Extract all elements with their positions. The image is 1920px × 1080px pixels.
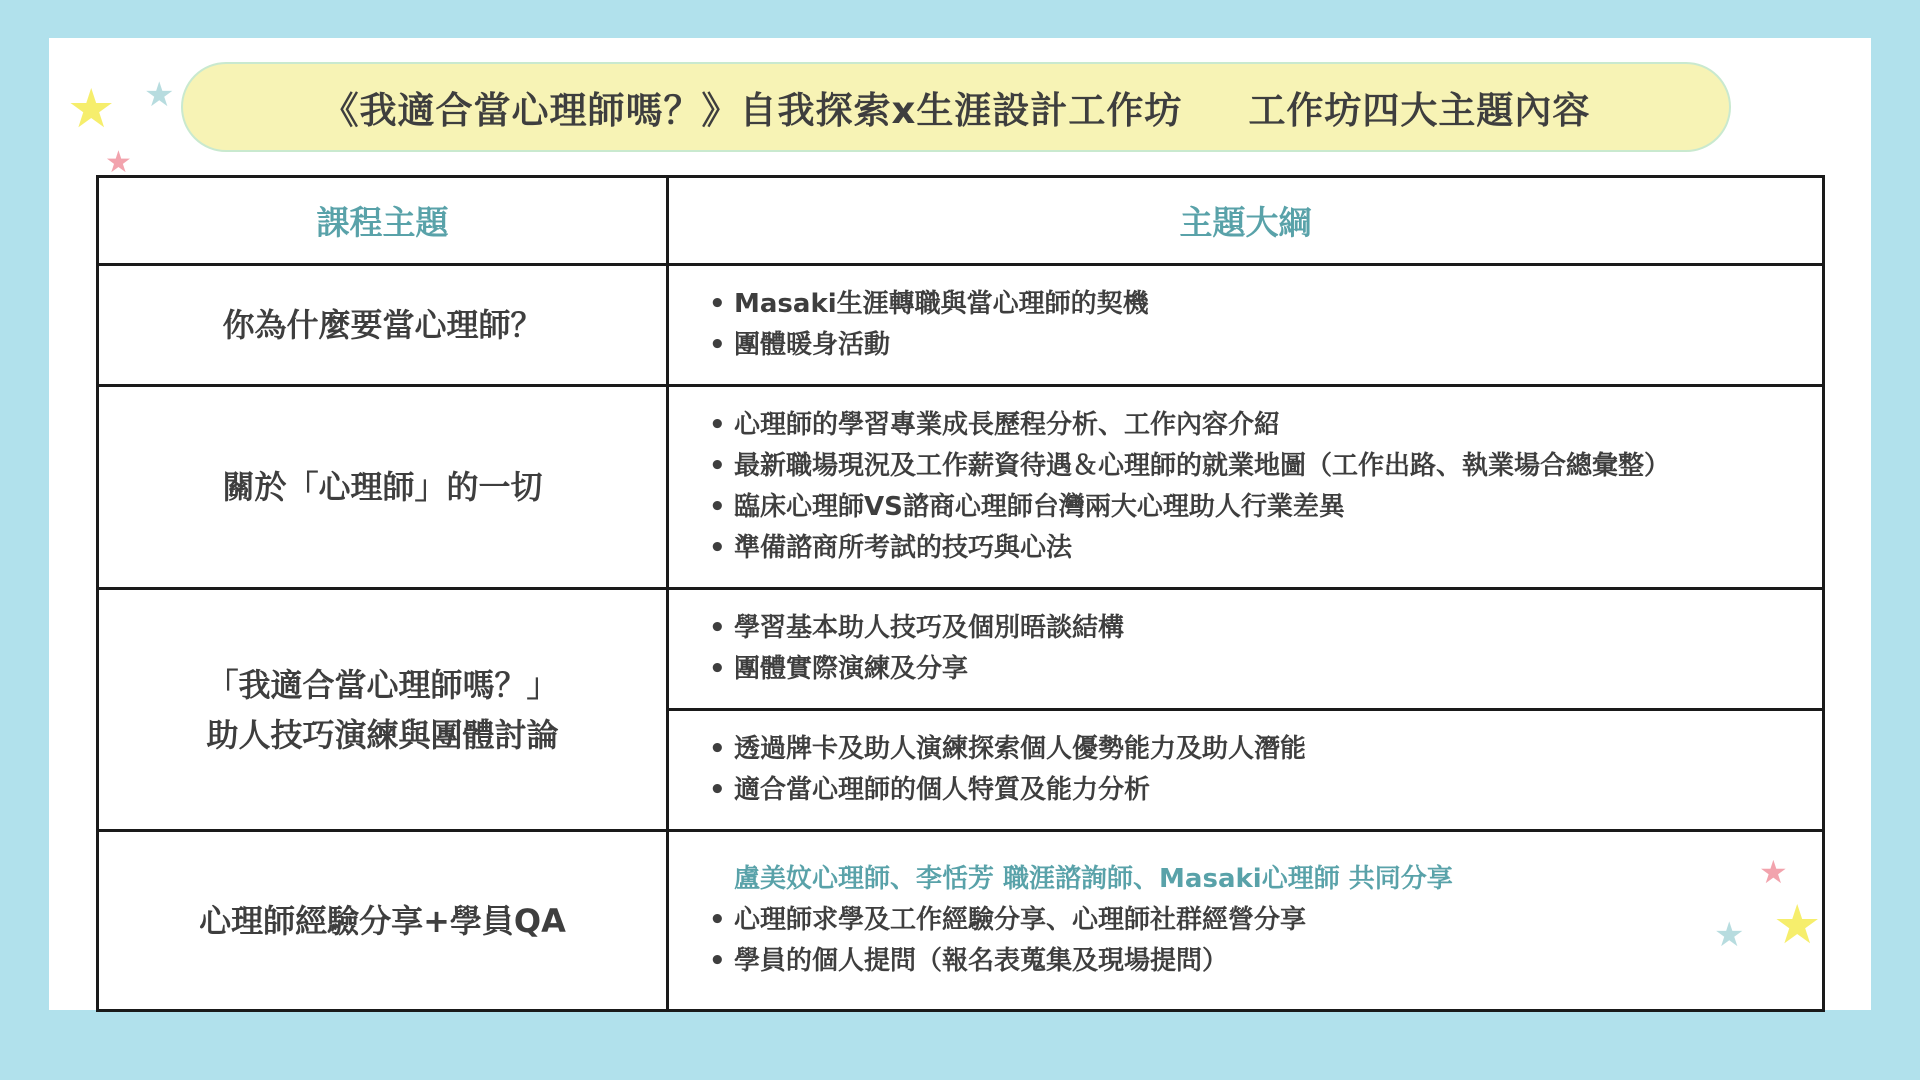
outline-item: • 心理師求學及工作經驗分享、心理師社群經營分享 bbox=[709, 900, 1822, 941]
outline-cell bbox=[668, 265, 1824, 386]
outline-item: • Masaki生涯轉職與當心理師的契機 bbox=[709, 284, 1822, 325]
blue-star-icon: ★ bbox=[144, 75, 175, 115]
outline-cell bbox=[668, 710, 1824, 831]
outline-item: • 適合當心理師的個人特質及能力分析 bbox=[709, 770, 1822, 811]
course-outline-table bbox=[96, 175, 1825, 1012]
outline-item: • 準備諮商所考試的技巧與心法 bbox=[709, 528, 1822, 569]
outline-item: • 臨床心理師VS諮商心理師台灣兩大心理助人行業差異 bbox=[709, 487, 1822, 528]
table-header-row bbox=[98, 177, 1824, 265]
outline-item: • 學習基本助人技巧及個別晤談結構 bbox=[709, 608, 1822, 649]
page-title: 《我適合當心理師嗎？》自我探索x生涯設計工作坊 bbox=[321, 89, 1183, 132]
topic-cell: 你為什麼要當心理師？ bbox=[98, 265, 668, 386]
header-topic: 課程主題 bbox=[98, 177, 668, 265]
header-outline: 主題大綱 bbox=[668, 177, 1824, 265]
table-row bbox=[98, 386, 1824, 589]
outline-item: • 最新職場現況及工作薪資待遇＆心理師的就業地圖（工作出路、執業場合總彙整） bbox=[709, 446, 1822, 487]
topic-cell: 關於「心理師」的一切 bbox=[98, 386, 668, 589]
yellow-star-icon: ★ bbox=[1773, 893, 1822, 956]
outline-cell bbox=[668, 831, 1824, 1011]
table-row bbox=[98, 589, 1824, 710]
topic-line: 「我適合當心理師嗎？」 bbox=[206, 665, 559, 704]
outline-cell bbox=[668, 589, 1824, 710]
blue-star-icon: ★ bbox=[1714, 915, 1745, 955]
pink-star-icon: ★ bbox=[105, 145, 132, 180]
topic-cell: 心理師經驗分享+學員QA bbox=[98, 831, 668, 1011]
speakers-line: 盧美妏心理師、李恬芳 職涯諮詢師、Masaki心理師 共同分享 bbox=[734, 864, 1453, 894]
pink-star-icon: ★ bbox=[1759, 853, 1788, 891]
slide bbox=[49, 38, 1871, 1010]
outline-item: • 透過牌卡及助人演練探索個人優勢能力及助人潛能 bbox=[709, 729, 1822, 770]
yellow-star-icon: ★ bbox=[67, 77, 116, 140]
outline-item: • 團體實際演練及分享 bbox=[709, 649, 1822, 690]
page-subtitle: 工作坊四大主題內容 bbox=[1248, 89, 1591, 132]
title-banner bbox=[181, 62, 1731, 152]
topic-line: 助人技巧演練與團體討論 bbox=[206, 715, 559, 754]
table-row bbox=[98, 265, 1824, 386]
outline-cell bbox=[668, 386, 1824, 589]
topic-cell bbox=[98, 589, 668, 831]
outline-item: • 團體暖身活動 bbox=[709, 325, 1822, 366]
outline-item: • 學員的個人提問（報名表蒐集及現場提問） bbox=[709, 941, 1822, 982]
table-row bbox=[98, 831, 1824, 1011]
outline-item: • 心理師的學習專業成長歷程分析、工作內容介紹 bbox=[709, 405, 1822, 446]
